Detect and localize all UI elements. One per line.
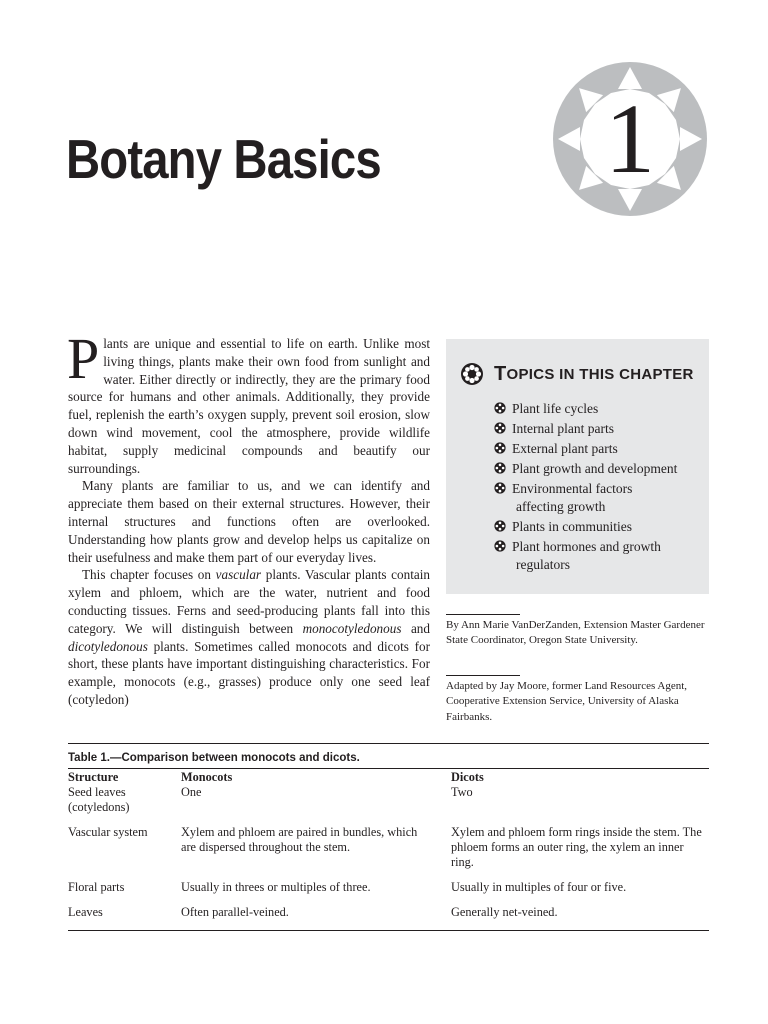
topic-label: External plant parts [512,441,618,457]
table-row [68,905,709,931]
table-row [68,785,709,825]
table-cell: Xylem and phloem are paired in bundles, which are dispersed throughout the stem. [181,825,418,854]
list-item [494,440,677,458]
topic-label: Internal plant parts [512,421,614,437]
flower-bullet-icon [494,402,506,414]
table-cell: Often parallel-veined. [181,905,289,919]
flower-bullet-icon [494,520,506,532]
topic-label: Plant life cycles [512,401,599,416]
term-monocotyledonous: monocotyledonous [302,620,402,636]
topic-label: Environmental factors [512,481,633,497]
term-dicotyledonous: dicotyledonous [68,638,148,654]
list-item [494,400,677,418]
table-caption: Table 1.—Comparison between monocots and dicots. [68,743,709,769]
topic-label-continued: regulators [516,556,570,572]
topic-label: Plant growth and development [512,461,678,477]
table-cell: Two [451,785,473,799]
column-header: Structure [68,770,119,784]
credit-divider [446,675,520,676]
topic-label-continued: affecting growth [516,498,606,514]
p3-text-a: This chapter focuses on [82,567,216,583]
topics-heading [460,362,694,386]
chapter-number: 1 [605,83,655,194]
intro-paragraph-3 [68,566,430,708]
page-title: Botany Basics [66,128,381,190]
list-item [494,518,677,536]
table-cell: Leaves [68,905,103,919]
list-item [494,538,677,573]
p3-text-d: plants. Sometimes called monocots and dicots for short, these plants have important distinguishing characteristics. For example, monocots (e.g., grasses) produce only one seed leaf (cotyledon) [68,638,430,707]
topics-heading-text: OPICS IN THIS CHAPTER [506,365,694,383]
flower-bullet-icon [494,482,506,494]
comparison-table-section [68,743,709,931]
topics-heading-cap: T [494,362,507,385]
list-item [494,480,677,515]
column-header: Monocots [181,770,233,784]
table-cell: Usually in multiples of four or five. [451,880,627,894]
flower-bullet-icon [494,462,506,474]
flower-bullet-icon [494,442,506,454]
table-cell: Seed leaves (cotyledons) [68,785,130,814]
term-vascular: vascular [215,567,262,583]
table-cell: Generally net-veined. [451,905,558,919]
table-row [68,880,709,905]
drop-cap: P [67,326,100,391]
flower-bullet-icon [494,422,506,434]
adapted-credit: Adapted by Jay Moore, former Land Resources Agent, Cooperative Extension Service, University of Alaska Fairbanks. [446,680,688,723]
topic-label: Plants in communities [512,518,632,534]
table-cell: Usually in threes or multiples of three. [181,880,371,894]
intro-paragraph-1-text: lants are unique and essential to life on earth. Unlike most living things, plants make their own food from sunlight and water. Either directly or indirectly, they are the primary food source for humans and other animals. Additionally, they provide fuel, replenish the earth’s oxygen supply, prevent soil erosion, slow down wind movement, cool the atmosphere, provide wildlife habitat, supply medicinal compounds and beautify our surroundings. [68,336,430,476]
comparison-table [68,769,709,931]
intro-paragraph-1 [67,326,430,477]
table-row [68,825,709,880]
intro-paragraph-2: Many plants are familiar to us, and we can identify and appreciate them based on their external structures. However, their internal structures and functions often are overlooked. Understanding how plants grow and develop helps us capitalize on their usefulness and make them part of our everyday lives. [68,478,430,565]
flower-bullet-icon [494,540,506,552]
column-header: Dicots [451,770,484,784]
table-cell: Vascular system [68,825,148,839]
p3-text-b: plants. Vascular plants contain xylem and phloem, which are the water, nutrient and food conducting tissues. Ferns and seed-producing plants fall into this category. We will distinguish between [68,567,430,636]
credit-divider [446,614,520,615]
p3-text-c: and [401,620,430,636]
table-header-row [68,769,709,785]
list-item [494,420,677,438]
flower-icon [460,362,484,386]
topics-box [446,339,709,594]
topic-label: Plant hormones and growth [512,539,661,555]
list-item [494,460,677,478]
author-credit: By Ann Marie VanDerZanden, Extension Master Gardener State Coordinator, Oregon State University. [446,619,705,647]
table-cell: One [181,785,202,799]
topics-list [494,400,677,576]
table-cell: Xylem and phloem form rings inside the stem. The phloem forms an outer ring, the xylem an inner ring. [451,825,702,869]
intro-text [67,326,430,709]
table-cell: Floral parts [68,880,125,894]
